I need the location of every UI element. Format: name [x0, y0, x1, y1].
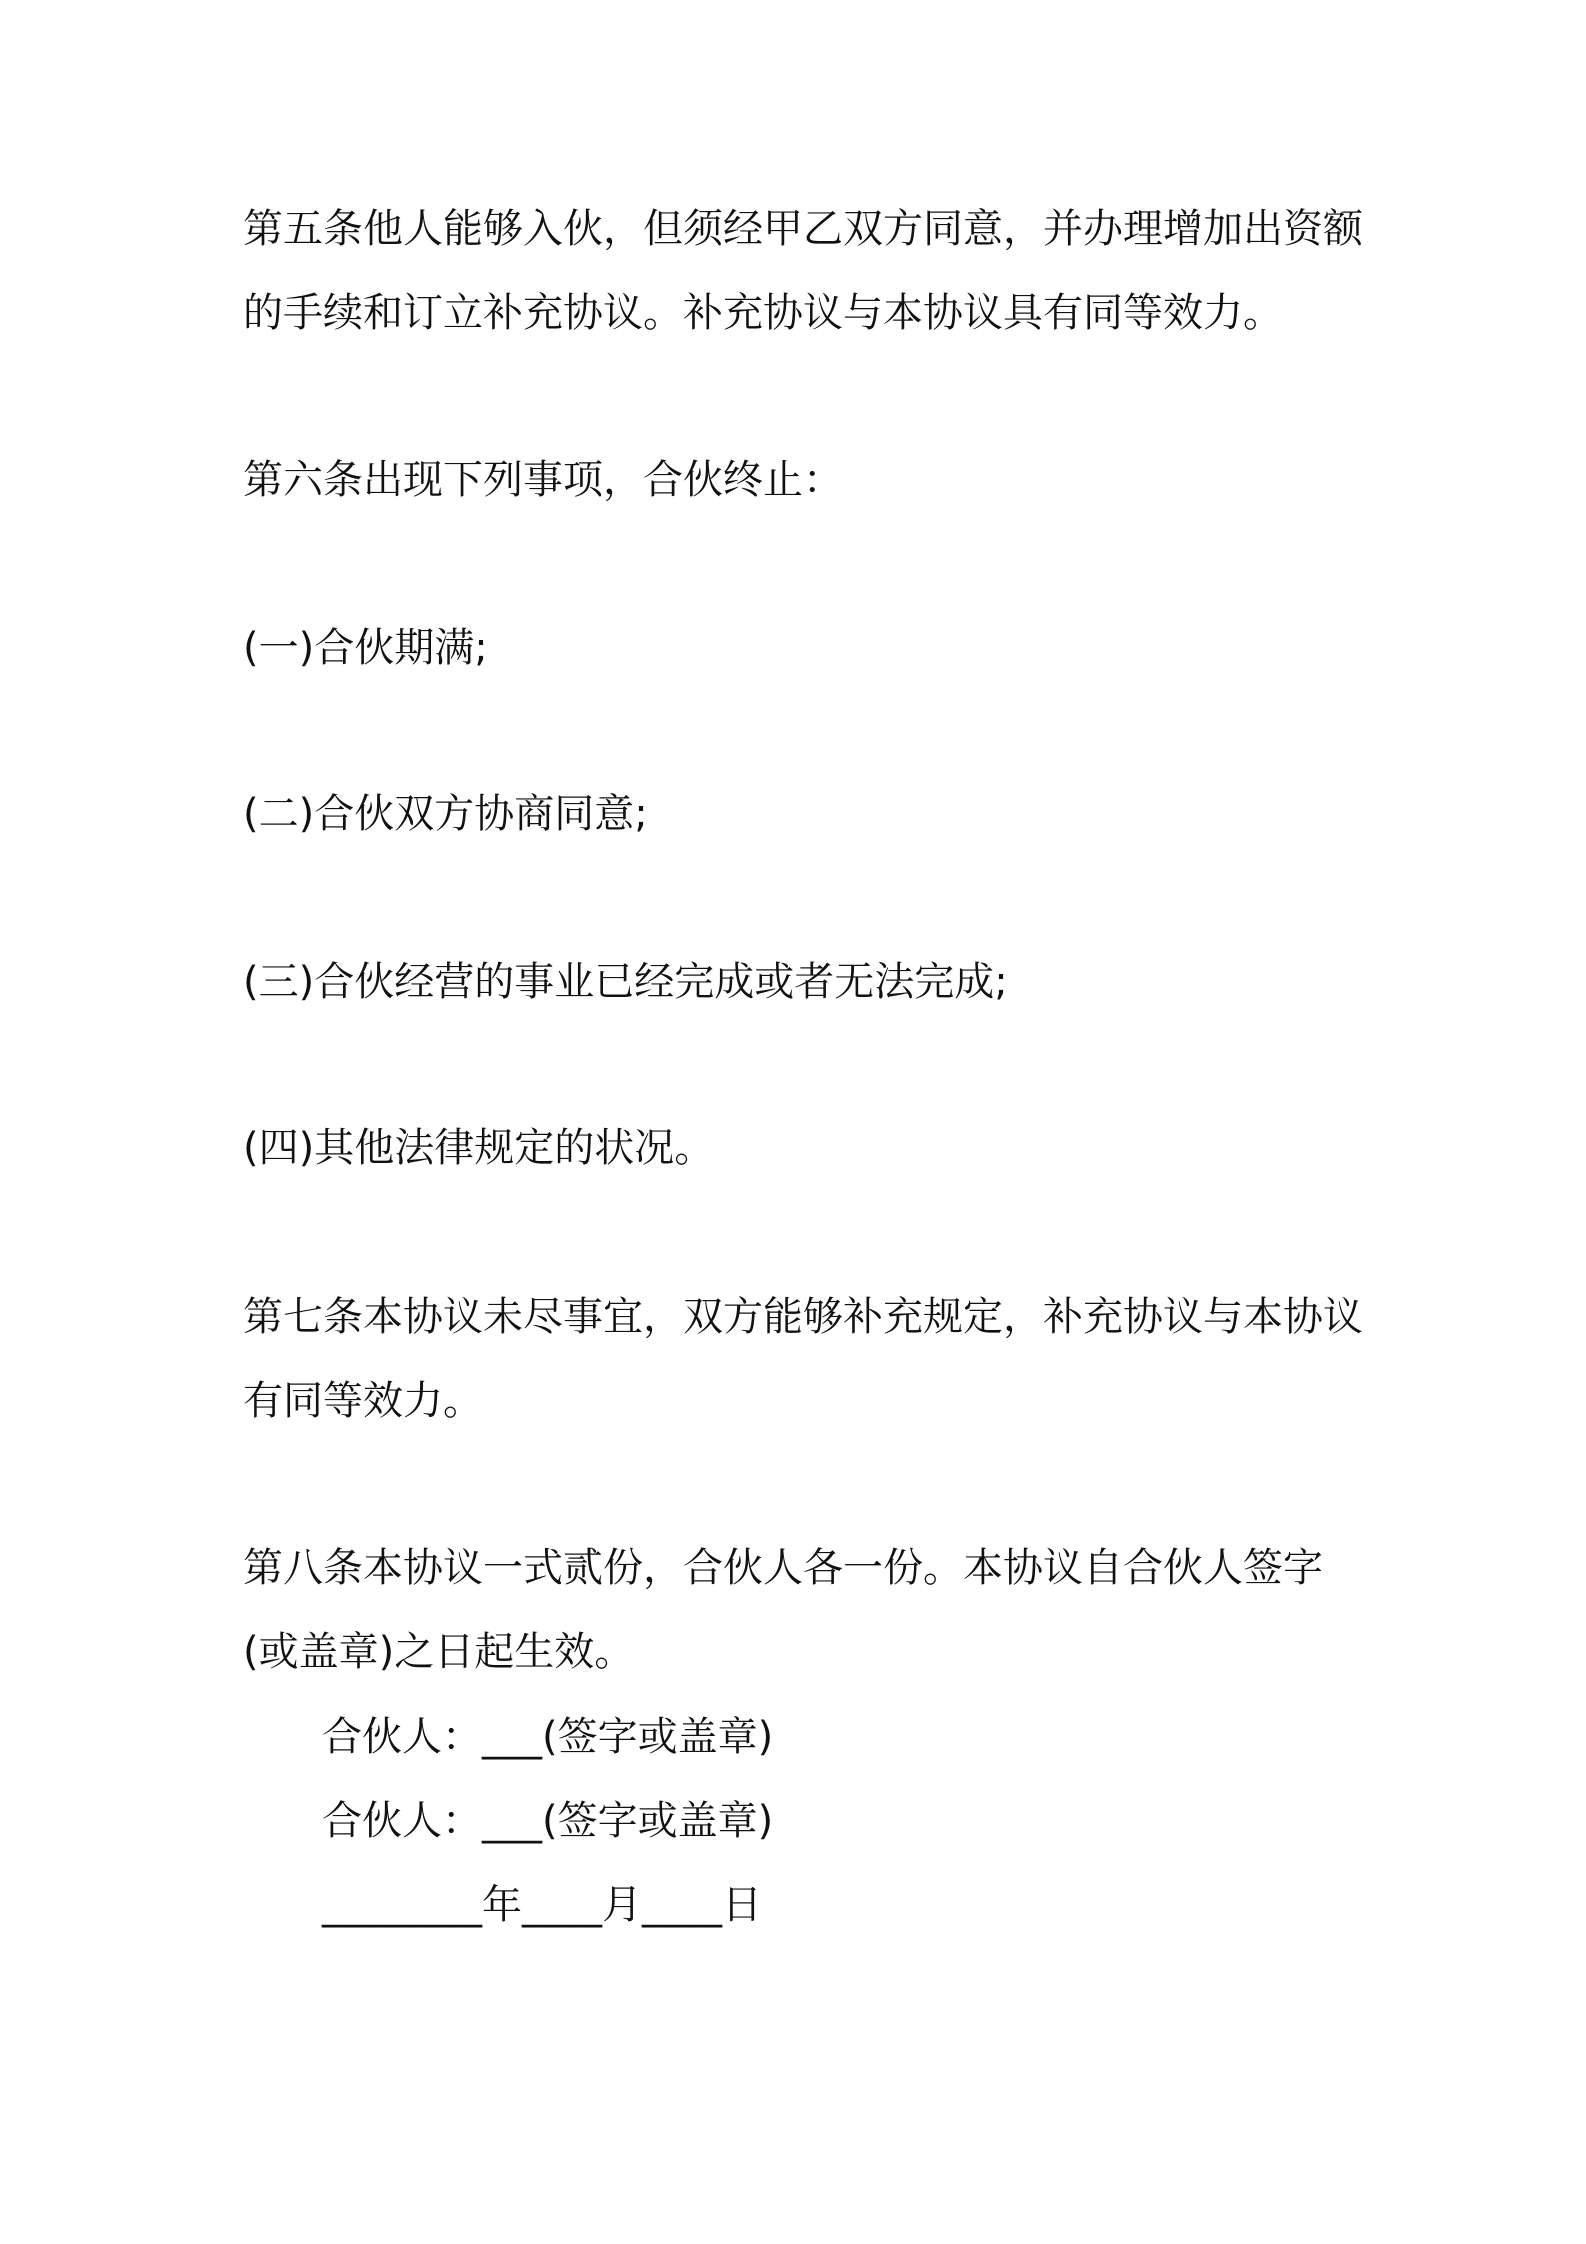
- article-8-paragraph: 第八条本协议一式贰份，合伙人各一份。本协议自合伙人签字(或盖章)之日起生效。: [243, 1545, 1323, 1675]
- partner-signature-line-1: 合伙人：___(签字或盖章): [322, 1714, 774, 1760]
- article-7-paragraph: 第七条本协议未尽事宜，双方能够补充规定，补充协议与本协议有同等效力。: [243, 1294, 1363, 1424]
- article-5-paragraph: 第五条他人能够入伙，但须经甲乙双方同意，并办理增加出资额的手续和订立补充协议。补充协议与本协议具有同等效力。: [243, 206, 1363, 336]
- termination-item-4: (四)其他法律规定的状况。: [243, 1125, 715, 1171]
- date-line: ________年____月____日: [322, 1882, 762, 1928]
- termination-item-1: (一)合伙期满;: [243, 625, 488, 671]
- termination-item-3: (三)合伙经营的事业已经完成或者无法完成;: [243, 959, 1008, 1005]
- article-6-heading: 第六条出现下列事项，合伙终止：: [243, 457, 843, 503]
- termination-item-2: (二)合伙双方协商同意;: [243, 791, 648, 837]
- partner-signature-line-2: 合伙人：___(签字或盖章): [322, 1798, 774, 1844]
